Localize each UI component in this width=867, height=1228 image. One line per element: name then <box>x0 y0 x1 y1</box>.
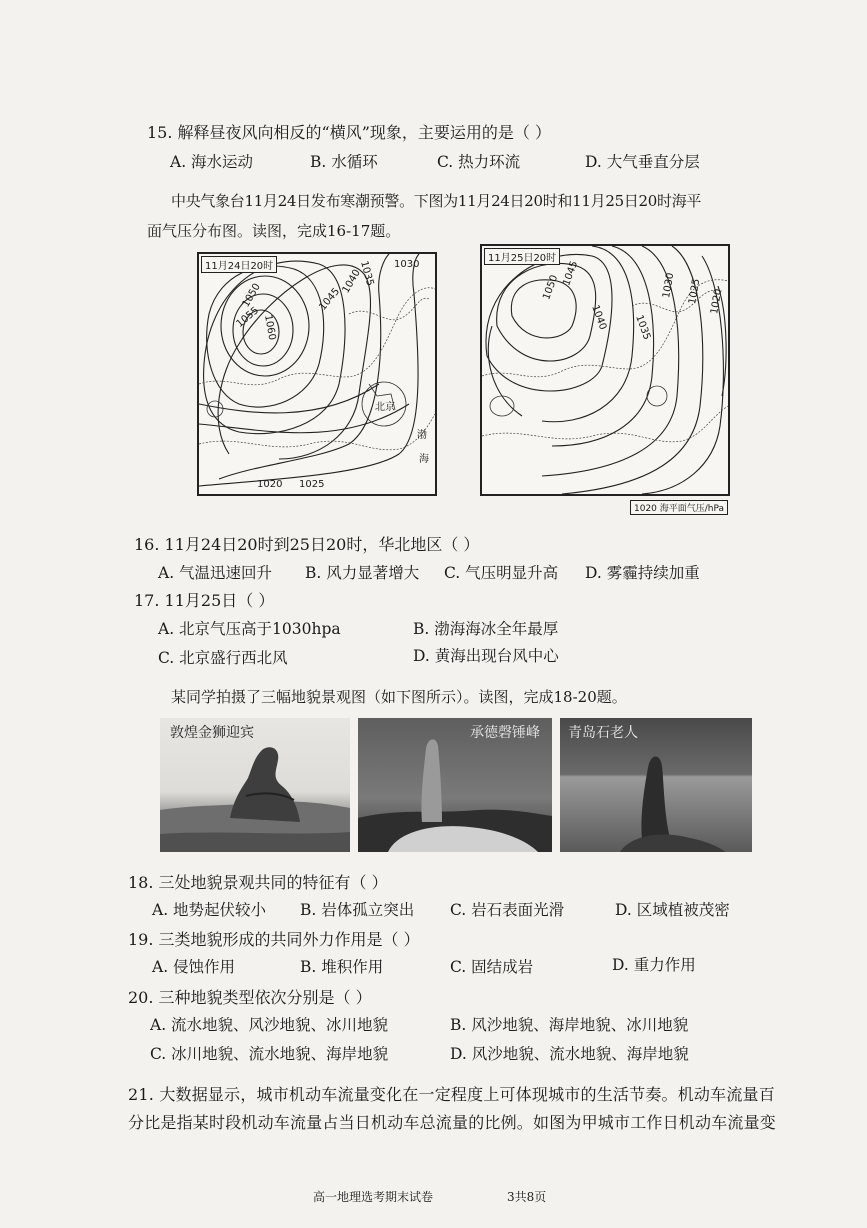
q19-option-b: B. 堆积作用 <box>300 958 384 976</box>
photo-dunhuang <box>160 718 350 852</box>
q18-option-d: D. 区域植被茂密 <box>615 901 730 919</box>
q18-option-c: C. 岩石表面光滑 <box>450 901 565 919</box>
photo-dunhuang-caption: 敦煌金狮迎宾 <box>170 725 254 741</box>
q21-line1: 21. 大数据显示，城市机动车流量变化在一定程度上可体现城市的生活节奏。机动车流量百 <box>128 1085 775 1104</box>
q20-option-b: B. 风沙地貌、海岸地貌、冰川地貌 <box>450 1016 689 1034</box>
q19-stem: 19. 三类地貌形成的共同外力作用是（ ） <box>128 930 420 949</box>
photo-chengde <box>358 718 552 852</box>
isobar-label-1055: 1055 <box>234 305 262 330</box>
pressure-map-nov24 <box>197 252 437 496</box>
q20-option-c: C. 冰川地貌、流水地貌、海岸地貌 <box>150 1045 389 1063</box>
isobar-label-1030-r: 1030 <box>661 272 677 299</box>
q17-option-d: D. 黄海出现台风中心 <box>413 647 559 665</box>
pressure-map-nov25 <box>480 244 730 496</box>
intro-18-20: 某同学拍摄了三幅地貌景观图（如下图所示）。读图，完成18-20题。 <box>171 688 627 706</box>
map-nov25-timestamp: 11月25日20时 <box>484 248 560 265</box>
intro-16-17-line2: 面气压分布图。读图，完成16-17题。 <box>147 222 401 240</box>
q20-option-d: D. 风沙地貌、流水地貌、海岸地貌 <box>450 1045 689 1063</box>
isobar-label-1025: 1025 <box>299 479 325 490</box>
q18-option-b: B. 岩体孤立突出 <box>300 901 415 919</box>
photo-qingdao-caption: 青岛石老人 <box>568 725 638 741</box>
q19-option-d: D. 重力作用 <box>612 956 696 974</box>
place-bo: 渤 <box>417 430 427 441</box>
isobar-label-1035: 1035 <box>358 259 376 288</box>
intro-16-17-line1: 中央气象台11月24日发布寒潮预警。下图为11月24日20时和11月25日20时海平 <box>171 192 702 210</box>
isobar-label-1045-r: 1045 <box>561 259 581 288</box>
q16-stem: 16. 11月24日20时到25日20时，华北地区（ ） <box>134 535 480 554</box>
q15-option-d: D. 大气垂直分层 <box>585 153 700 171</box>
footer-page-number: 3共8页 <box>507 1190 547 1204</box>
q18-stem: 18. 三处地貌景观共同的特征有（ ） <box>128 873 388 892</box>
isobar-label-1020: 1020 <box>257 479 283 490</box>
q16-option-d: D. 雾霾持续加重 <box>585 564 700 582</box>
q16-option-a: A. 气温迅速回升 <box>158 564 273 582</box>
isobar-label-1035-r: 1035 <box>633 313 653 342</box>
photo-qingdao <box>560 718 752 852</box>
q18-option-a: A. 地势起伏较小 <box>152 901 267 919</box>
q15-option-b: B. 水循环 <box>310 153 378 171</box>
q17-option-c: C. 北京盛行西北风 <box>158 649 288 667</box>
q15-option-a: A. 海水运动 <box>170 153 254 171</box>
isobar-label-1025-r: 1025 <box>687 278 703 305</box>
pressure-map-nov24-drawing <box>199 254 435 494</box>
place-hai: 海 <box>419 454 429 465</box>
photo-chengde-caption: 承德磬锤峰 <box>470 725 540 741</box>
q21-line2: 分比是指某时段机动车流量占当日机动车总流量的比例。如图为甲城市工作日机动车流量变 <box>128 1113 777 1132</box>
q19-option-a: A. 侵蚀作用 <box>152 958 236 976</box>
isobar-label-1060: 1060 <box>262 314 278 341</box>
place-beijing: 北京 <box>375 402 395 413</box>
q17-stem: 17. 11月25日（ ） <box>134 591 275 610</box>
q17-option-a: A. 北京气压高于1030hpa <box>158 620 341 638</box>
map-legend: 1020 海平面气压/hPa <box>630 500 728 515</box>
q16-option-b: B. 风力显著增大 <box>305 564 420 582</box>
q15-stem: 15. 解释昼夜风向相反的“横风”现象，主要运用的是（ ） <box>147 123 551 142</box>
isobar-label-1030: 1030 <box>394 259 420 270</box>
q20-stem: 20. 三种地貌类型依次分别是（ ） <box>128 988 372 1007</box>
isobar-label-1050-r: 1050 <box>541 273 561 302</box>
isobar-label-1045: 1045 <box>317 286 343 313</box>
q16-option-c: C. 气压明显升高 <box>444 564 559 582</box>
q15-option-c: C. 热力环流 <box>437 153 521 171</box>
isobar-label-1050: 1050 <box>240 281 263 310</box>
isobar-label-1040-r: 1040 <box>589 303 609 332</box>
map-nov24-timestamp: 11月24日20时 <box>201 256 277 273</box>
q20-option-a: A. 流水地貌、风沙地貌、冰川地貌 <box>150 1016 389 1034</box>
footer-title: 高一地理选考期末试卷 <box>313 1190 434 1204</box>
isobar-label-1040: 1040 <box>340 267 363 296</box>
isobar-label-1020-r: 1020 <box>709 288 725 315</box>
q17-option-b: B. 渤海海冰全年最厚 <box>413 620 559 638</box>
q19-option-c: C. 固结成岩 <box>450 958 534 976</box>
